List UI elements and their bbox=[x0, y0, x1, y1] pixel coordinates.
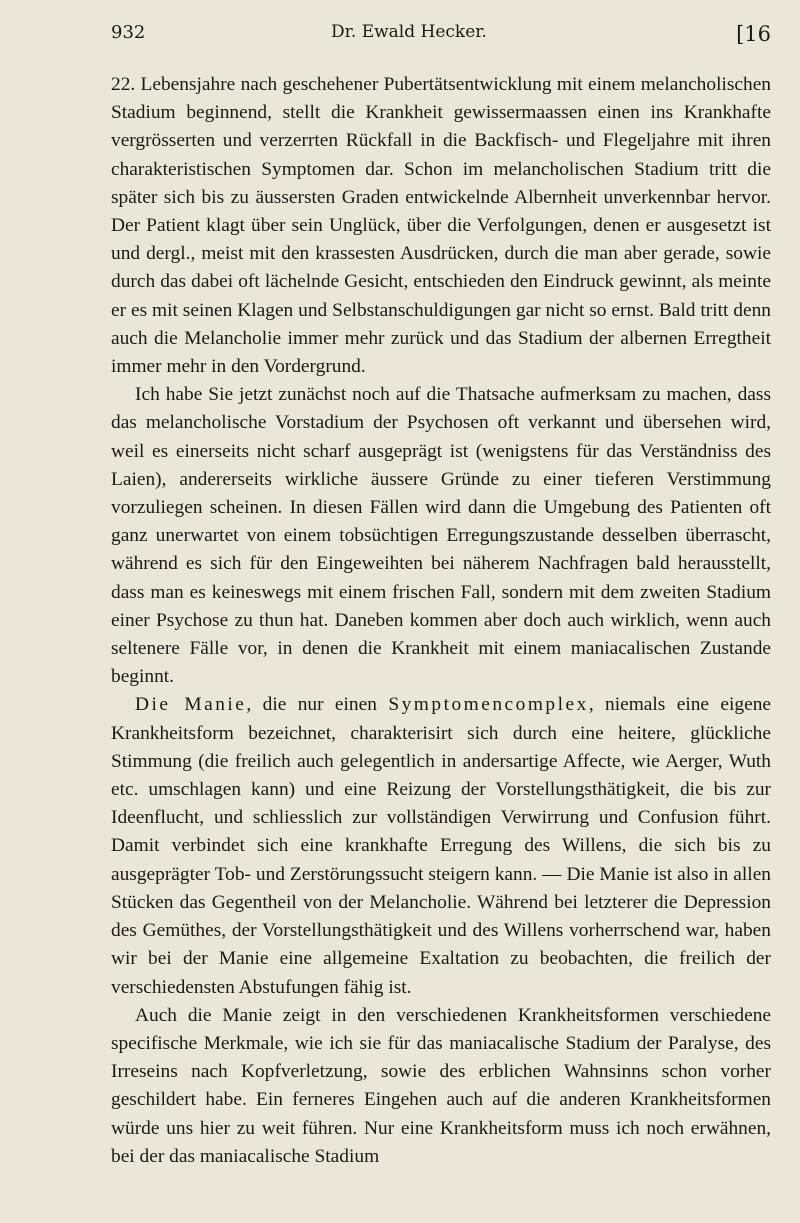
paragraph-3-part-b: , niemals eine eigene Krankheitsform bezeichnet, charakterisirt sich durch eine heitere, glückliche Stimmung (die freilich auch gelegentlich in andersartige Affecte, wie Aerger, Wuth etc. umschlagen kann) und eine Reizung der Vorstellungsthätigkeit, die bis zur Ideenflucht, und schliesslich zur vollständigen Verwirrung und Confusion führt. Damit verbindet sich eine krankhafte Erregung des Willens, die sich bis zu ausgeprägter Tob- und Zerstörungssucht steigern kann. — Die Manie ist also in allen Stücken das Gegentheil von der Melancholie. Während bei letzterer die Depression des Gemüthes, der Vorstellungsthätigkeit und des Willens vorherrschend war, haben wir bei der Manie eine allgemeine Exaltation zu beobachten, die freilich der verschiedensten Abstufungen fähig ist. bbox=[111, 694, 771, 998]
page-header bbox=[111, 22, 771, 52]
paragraph-3-part-a: , die nur einen bbox=[246, 694, 389, 716]
paragraph-3 bbox=[111, 691, 771, 1001]
paragraph-4: Auch die Manie zeigt in den verschiedenen Krankheitsformen verschiedene specifische Merkmale, wie ich sie für das maniacalische Stadium der Paralyse, des Irreseins nach Kopfverletzung, sowie des erblichen Wahnsinns schon vorher geschildert habe. Ein ferneres Eingehen auch auf die anderen Krankheitsformen würde uns hier zu weit führen. Nur eine Krankheitsform muss ich noch erwähnen, bei der das maniacalische Stadium bbox=[111, 1004, 771, 1167]
paragraph-2: Ich habe Sie jetzt zunächst noch auf die Thatsache aufmerksam zu machen, dass das melancholische Vorstadium der Psychosen oft verkannt und übersehen wird, weil es einerseits nicht scharf ausgeprägt ist (wenigstens für das Verständniss des Laien), andererseits wirkliche äussere Gründe zu einer tieferen Verstimmung vorzuliegen scheinen. In diesen Fällen wird dann die Umgebung des Patienten oft ganz unerwartet von einem tobsüchtigen Erregungszustande desselben überrascht, während es sich für den Eingeweihten bei näherem Nachfragen bald herausstellt, dass man es keineswegs mit einem frischen Fall, sondern mit dem zweiten Stadium einer Psychose zu thun hat. Daneben kommen aber doch auch wirklich, wenn auch seltenere Fälle vor, in denen die Krankheit mit einem maniacalischen Zustande beginnt. bbox=[111, 384, 771, 688]
spaced-term-manie: Die Manie bbox=[135, 694, 247, 716]
spaced-term-symptomencomplex: Symptomencomplex bbox=[388, 694, 589, 716]
section-mark: [16 bbox=[736, 22, 771, 46]
page-number: 932 bbox=[111, 22, 146, 43]
paragraph-1: 22. Lebensjahre nach geschehener Pubertätsentwicklung mit einem melancholischen Stadium beginnend, stellt die Krankheit gewissermaassen einen ins Krankhafte vergrösserten und verzerrten Rückfall in die Backfisch- und Flegeljahre mit ihren charakteristischen Symptomen dar. Schon im melancholischen Stadium tritt die später sich bis zu äussersten Graden entwickelnde Albernheit unverkennbar hervor. Der Patient klagt über sein Unglück, über die Verfolgungen, denen er ausgesetzt ist und dergl., meist mit den krassesten Ausdrücken, durch die man aber gerade, sowie durch das dabei oft lächelnde Gesicht, entschieden den Eindruck gewinnt, als meinte er es mit seinen Klagen und Selbstanschuldigungen gar nicht so ernst. Bald tritt denn auch die Melancholie immer mehr zurück und das Stadium der albernen Erregtheit immer mehr in den Vordergrund. bbox=[111, 74, 771, 378]
body-text bbox=[111, 71, 771, 1171]
running-title: Dr. Ewald Hecker. bbox=[331, 22, 487, 42]
